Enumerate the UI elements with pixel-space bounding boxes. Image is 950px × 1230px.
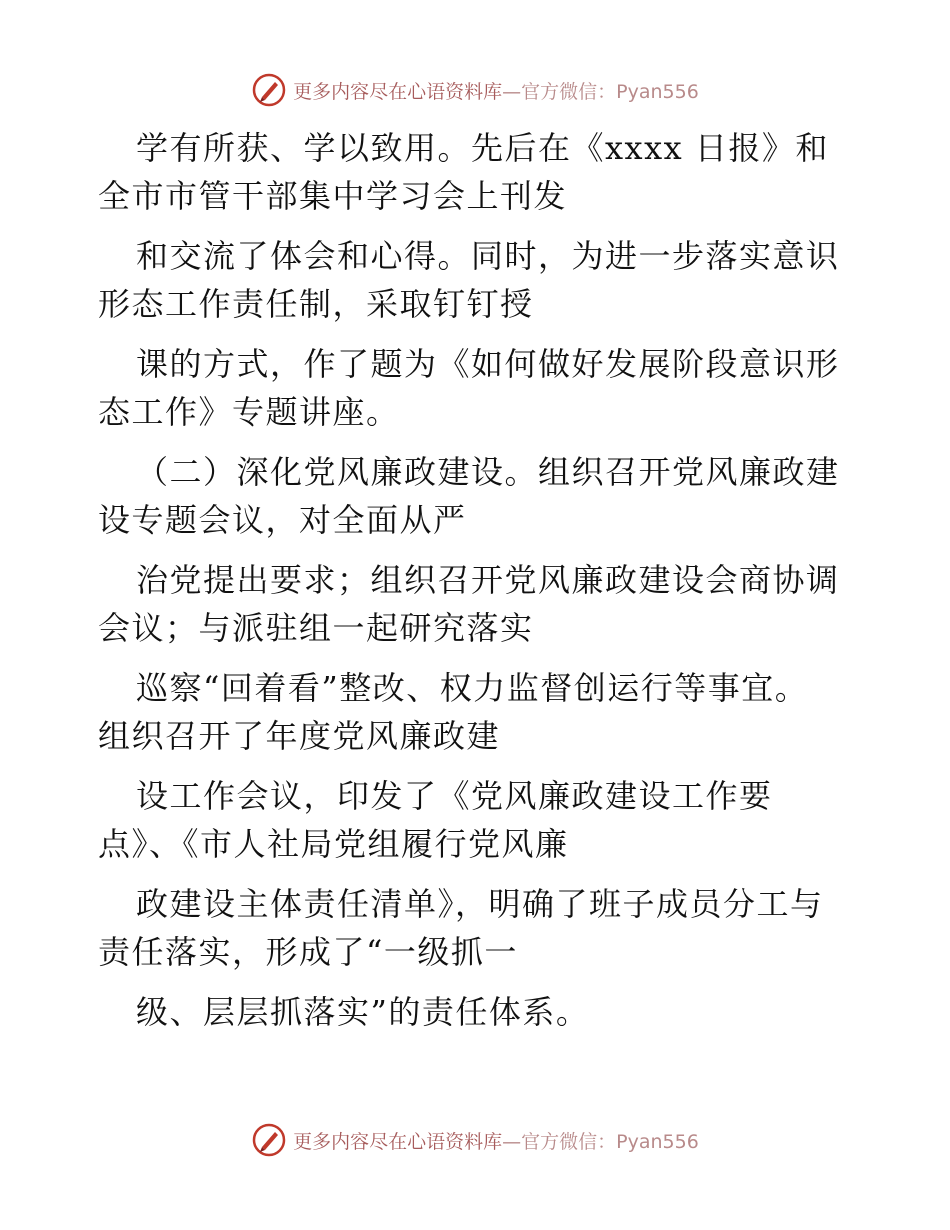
paragraph-line: 责任落实，形成了“一级抓一 xyxy=(98,933,518,971)
pen-logo-icon xyxy=(251,1122,287,1158)
paragraph-line: 会议；与派驻组一起研究落实 xyxy=(98,609,534,647)
paragraph-line: 设专题会议，对全面从严 xyxy=(98,501,467,539)
paragraph-line: 政建设主体责任清单》，明确了班子成员分工与 xyxy=(136,885,824,923)
paragraph-line: 态工作》专题讲座。 xyxy=(98,393,400,431)
paragraph-line: 课的方式，作了题为《如何做好发展阶段意识形 xyxy=(136,345,840,383)
paragraph-line: 级、层层抓落实”的责任体系。 xyxy=(136,993,590,1031)
paragraph-line: 组织召开了年度党风廉政建 xyxy=(98,717,501,755)
footer-watermark-text: 更多内容尽在心语资料库—官方微信：Pyan556 xyxy=(293,1130,699,1153)
paragraph-line: 全市市管干部集中学习会上刊发 xyxy=(98,177,568,215)
header-watermark-text: 更多内容尽在心语资料库—官方微信：Pyan556 xyxy=(293,80,699,103)
paragraph-line: 和交流了体会和心得。同时，为进一步落实意识 xyxy=(136,237,840,275)
header-watermark-banner xyxy=(0,70,950,110)
paragraph-line: （二）深化党风廉政建设。组织召开党风廉政建 xyxy=(136,453,840,491)
paragraph-line: 巡察“回着看”整改、权力监督创运行等事宜。 xyxy=(136,669,809,707)
paragraph-line: 学有所获、学以致用。先后在《xxxx 日报》和 xyxy=(136,129,829,167)
paragraph-line: 设工作会议，印发了《党风廉政建设工作要 xyxy=(136,777,773,815)
paragraph-line: 点》、《市人社局党组履行党风廉 xyxy=(98,825,569,863)
paragraph-line: 形态工作责任制，采取钉钉授 xyxy=(98,285,534,323)
document-body xyxy=(98,124,858,1036)
pen-logo-icon xyxy=(251,72,287,108)
paragraph-line: 治党提出要求；组织召开党风廉政建设会商协调 xyxy=(136,561,840,599)
footer-watermark-banner xyxy=(0,1120,950,1160)
